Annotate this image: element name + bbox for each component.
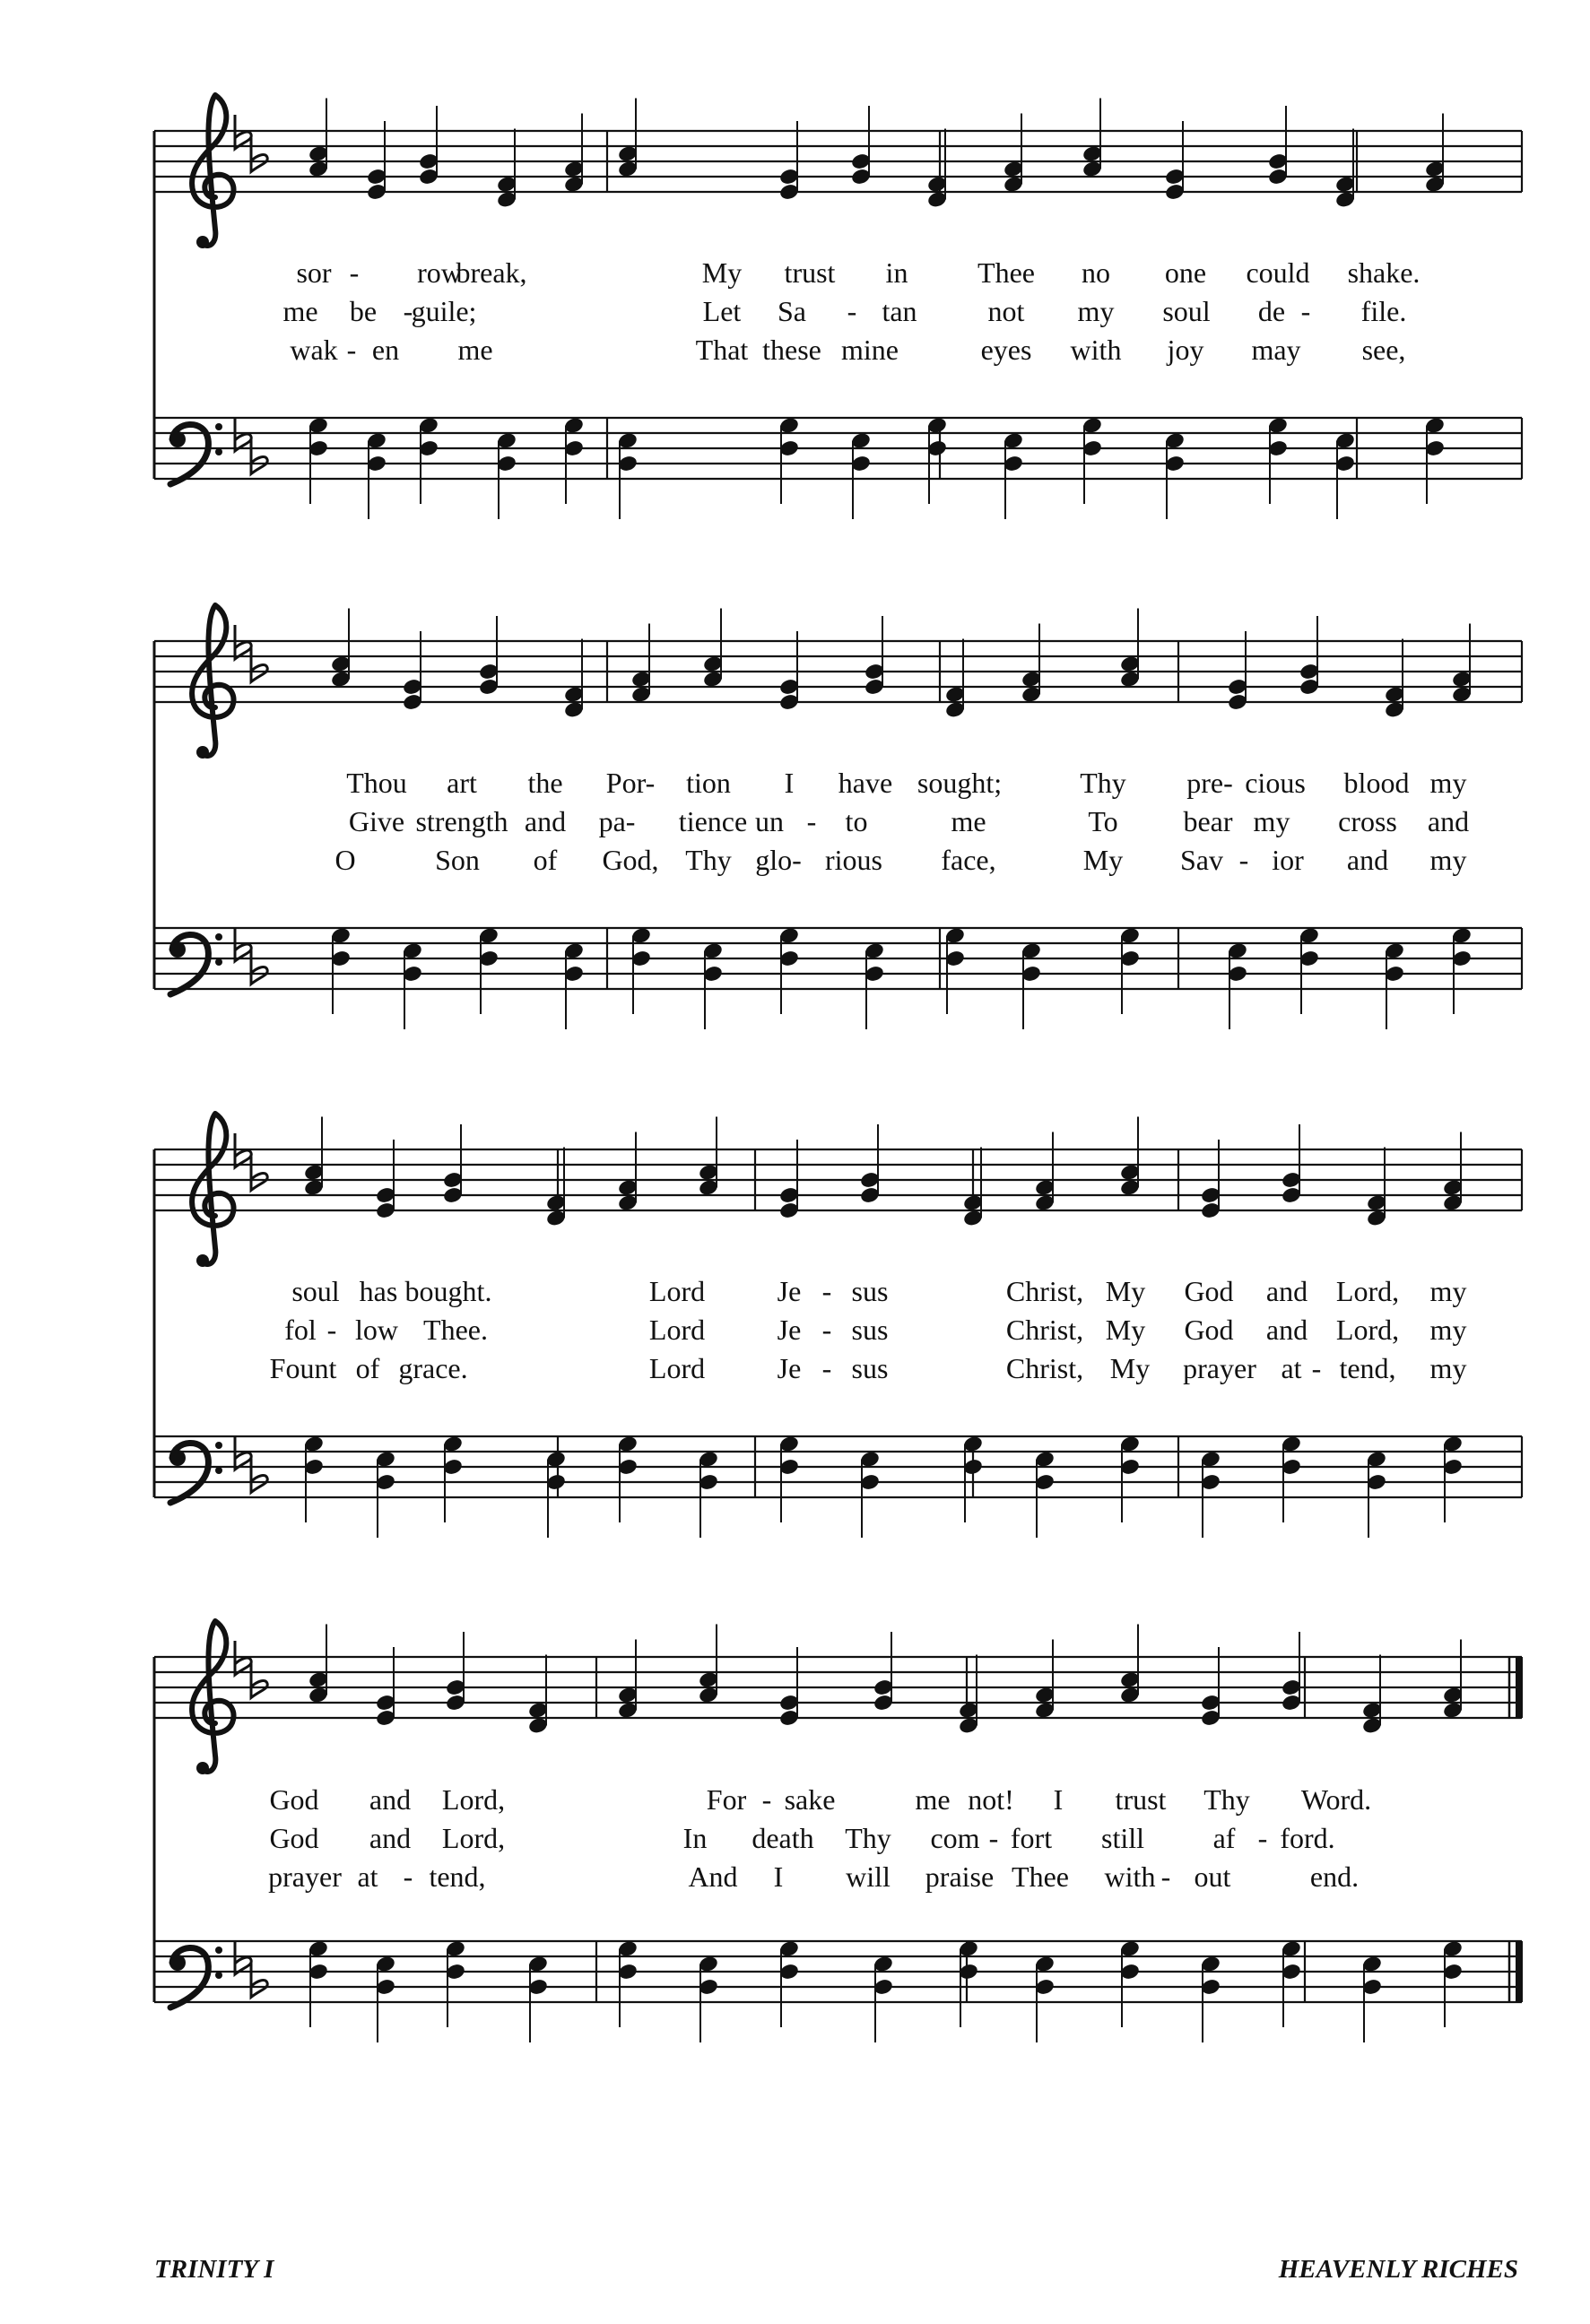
lyric-syllable: no [1082, 256, 1110, 289]
lyric-syllable: and [1265, 1275, 1308, 1307]
lyric-syllable: Sa [778, 295, 806, 327]
lyric-syllable: God [1184, 1314, 1234, 1346]
lyric-syllable: sus [851, 1314, 889, 1346]
lyric-syllable: may [1251, 334, 1301, 366]
lyric-syllable: Give [348, 805, 405, 837]
lyric-syllable: out [1194, 1860, 1231, 1893]
lyric-syllable: My [1082, 844, 1124, 876]
lyric-syllable: My [1105, 1275, 1146, 1307]
lyric-syllable: with [1070, 334, 1122, 366]
lyric-syllable: trust [784, 256, 836, 289]
lyric-syllable: could [1246, 256, 1310, 289]
lyric-syllable: to [845, 805, 868, 837]
lyric-syllable: Christ, [1005, 1352, 1084, 1384]
lyric-syllable: sake [784, 1783, 836, 1816]
lyric-syllable: - [346, 334, 357, 366]
lyric-syllable: sus [851, 1275, 889, 1307]
lyric-syllable: - [821, 1314, 832, 1346]
lyric-syllable: strength [415, 805, 508, 837]
lyric-syllable: en [371, 334, 400, 366]
lyric-syllable: Thy [845, 1822, 891, 1854]
lyric-syllable: praise [925, 1860, 995, 1893]
lyric-syllable: Je [777, 1275, 802, 1307]
footer-tune-name: HEAVENLY RICHES [1278, 2255, 1518, 2284]
lyric-syllable: I [1053, 1783, 1064, 1816]
lyric-syllable: God [269, 1783, 319, 1816]
flat-icon [251, 648, 267, 682]
lyric-syllable: my [1429, 1352, 1467, 1384]
lyric-syllable: me [282, 295, 318, 327]
lyric-syllable: Word. [1300, 1783, 1372, 1816]
lyric-syllable: Christ, [1005, 1314, 1084, 1346]
lyric-syllable: pre- [1186, 767, 1233, 799]
lyric-syllable: Je [777, 1352, 802, 1384]
lyric-syllable: Lord, [441, 1783, 506, 1816]
lyric-syllable: un [755, 805, 784, 837]
lyric-syllable: tan [882, 295, 917, 327]
lyric-syllable: For [706, 1783, 747, 1816]
lyric-syllable: To [1088, 805, 1118, 837]
lyric-syllable: - [1160, 1860, 1171, 1893]
lyric-syllable: one [1164, 256, 1207, 289]
lyric-syllable: tience [678, 805, 748, 837]
lyric-syllable: Je [777, 1314, 802, 1346]
lyric-syllable: God [269, 1822, 319, 1854]
lyric-syllable: and [1427, 805, 1470, 837]
lyric-syllable: Christ, [1005, 1275, 1084, 1307]
lyric-syllable: has [359, 1275, 398, 1307]
lyric-syllable: guile; [411, 295, 477, 327]
lyric-syllable: break, [456, 256, 527, 289]
lyric-syllable: my [1253, 805, 1290, 837]
lyric-syllable: Thee. [423, 1314, 488, 1346]
flat-icon [251, 440, 267, 474]
lyric-syllable: Thou [346, 767, 407, 799]
lyric-syllable: tion [686, 767, 731, 799]
lyric-syllable: Lord, [441, 1822, 506, 1854]
lyric-syllable: see, [1361, 334, 1406, 366]
lyric-syllable: sought; [917, 767, 1003, 799]
lyric-syllable: Sav [1180, 844, 1223, 876]
treble-clef-icon [192, 1114, 233, 1267]
flat-icon [251, 950, 267, 984]
lyric-syllable: - [761, 1783, 772, 1816]
lyric-syllable: of [533, 844, 558, 876]
lyric-syllable: glo- [755, 844, 802, 876]
lyric-syllable: these [762, 334, 821, 366]
lyric-syllable: My [1109, 1352, 1151, 1384]
lyric-syllable: tend, [429, 1860, 486, 1893]
lyric-syllable: Lord [648, 1275, 706, 1307]
lyric-syllable: and [369, 1822, 412, 1854]
lyric-syllable: grace. [398, 1352, 468, 1384]
lyric-syllable: - [1257, 1822, 1268, 1854]
lyric-syllable: ford. [1280, 1822, 1335, 1854]
lyric-syllable: - [403, 295, 413, 327]
lyric-syllable: - [1311, 1352, 1322, 1384]
lyric-syllable: Lord [648, 1352, 706, 1384]
lyric-syllable: wak [290, 334, 338, 366]
lyric-syllable: Thy [1080, 767, 1126, 799]
lyric-syllable: will [846, 1860, 891, 1893]
lyric-syllable: still [1100, 1822, 1145, 1854]
lyric-syllable: trust [1115, 1783, 1167, 1816]
lyric-syllable: Thee [1012, 1860, 1069, 1893]
lyric-syllable: bear [1183, 805, 1233, 837]
flat-icon [251, 1459, 267, 1493]
lyric-syllable: O [335, 844, 356, 876]
lyric-syllable: cious [1245, 767, 1306, 799]
lyric-syllable: ior [1272, 844, 1304, 876]
lyric-syllable: de [1257, 295, 1286, 327]
lyric-syllable: file. [1360, 295, 1407, 327]
lyric-syllable: - [349, 256, 360, 289]
lyric-syllable: art [447, 767, 477, 799]
lyric-syllable: - [326, 1314, 337, 1346]
lyric-syllable: Thee [977, 256, 1035, 289]
lyric-syllable: Let [702, 295, 742, 327]
lyric-syllable: - [821, 1352, 832, 1384]
lyric-syllable: my [1429, 844, 1467, 876]
flat-icon [251, 1157, 267, 1191]
lyric-syllable: com [930, 1822, 980, 1854]
lyric-syllable: not [987, 295, 1025, 327]
lyric-syllable: my [1429, 1314, 1467, 1346]
final-barline-thick [1516, 1657, 1523, 1718]
lyric-syllable: of [355, 1352, 380, 1384]
lyric-syllable: low [355, 1314, 398, 1346]
lyric-syllable: Por- [605, 767, 656, 799]
lyric-syllable: Son [435, 844, 480, 876]
lyric-syllable: be [349, 295, 378, 327]
lyric-syllable: Thy [685, 844, 732, 876]
lyric-syllable: My [701, 256, 743, 289]
treble-clef-icon [192, 1621, 233, 1774]
footer-season: TRINITY I [154, 2255, 274, 2284]
lyric-syllable: and [1265, 1314, 1308, 1346]
lyric-syllable: Fount [269, 1352, 337, 1384]
lyric-syllable: Lord, [1335, 1275, 1400, 1307]
lyric-syllable: face, [941, 844, 996, 876]
lyric-syllable: blood [1343, 767, 1410, 799]
lyric-syllable: - [1238, 844, 1249, 876]
lyric-syllable: af [1212, 1822, 1236, 1854]
lyric-syllable: eyes [980, 334, 1032, 366]
lyric-syllable: sor [296, 256, 332, 289]
flat-icon [251, 1664, 267, 1698]
lyric-syllable: In [682, 1822, 708, 1854]
lyric-syllable: me [457, 334, 493, 366]
lyric-syllable: and [524, 805, 567, 837]
lyric-syllable: My [1105, 1314, 1146, 1346]
lyric-syllable: Lord, [1335, 1314, 1400, 1346]
lyric-syllable: with [1104, 1860, 1156, 1893]
lyric-syllable: fol [284, 1314, 317, 1346]
treble-clef-icon [192, 605, 233, 759]
flat-icon [251, 138, 267, 172]
lyric-syllable: tend, [1339, 1352, 1396, 1384]
lyric-syllable: sus [851, 1352, 889, 1384]
lyric-syllable: - [1300, 295, 1311, 327]
lyric-syllable: have [838, 767, 893, 799]
lyric-syllable: bought. [404, 1275, 492, 1307]
lyric-syllable: and [369, 1783, 412, 1816]
lyric-syllable: at [357, 1860, 378, 1893]
lyric-syllable: row [417, 256, 462, 289]
lyric-syllable: I [784, 767, 795, 799]
lyric-syllable: I [773, 1860, 784, 1893]
lyric-syllable: - [403, 1860, 413, 1893]
lyric-syllable: my [1429, 767, 1467, 799]
lyric-syllable: mine [841, 334, 899, 366]
lyric-syllable: pa- [598, 805, 636, 837]
lyric-syllable: me [915, 1783, 951, 1816]
lyric-syllable: - [821, 1275, 832, 1307]
lyric-syllable: my [1429, 1275, 1467, 1307]
lyric-syllable: soul [1162, 295, 1211, 327]
lyric-syllable: and [1346, 844, 1389, 876]
lyric-syllable: And [688, 1860, 738, 1893]
lyric-syllable: cross [1338, 805, 1397, 837]
lyric-syllable: my [1077, 295, 1115, 327]
treble-clef-icon [192, 95, 233, 248]
lyric-syllable: God [1184, 1275, 1234, 1307]
lyric-syllable: prayer [1183, 1352, 1256, 1384]
lyric-syllable: in [885, 256, 908, 289]
lyric-syllable: soul [291, 1275, 340, 1307]
lyric-syllable: prayer [268, 1860, 342, 1893]
lyric-syllable: end. [1309, 1860, 1360, 1893]
lyric-syllable: - [988, 1822, 999, 1854]
lyric-syllable: Thy [1203, 1783, 1250, 1816]
lyric-syllable: joy [1167, 334, 1204, 366]
lyric-syllable: fort [1010, 1822, 1053, 1854]
lyric-syllable: at [1281, 1352, 1302, 1384]
lyric-syllable: death [752, 1822, 814, 1854]
lyric-syllable: That [695, 334, 749, 366]
flat-icon [251, 1964, 267, 1998]
lyric-syllable: God, [602, 844, 659, 876]
lyric-syllable: Lord [648, 1314, 706, 1346]
lyric-syllable: rious [825, 844, 882, 876]
lyric-syllable: - [847, 295, 857, 327]
lyric-syllable: not! [968, 1783, 1014, 1816]
lyric-syllable: the [527, 767, 563, 799]
lyric-syllable: me [951, 805, 986, 837]
final-barline-thick [1516, 1941, 1523, 2002]
lyric-syllable: - [806, 805, 817, 837]
lyric-syllable: shake. [1347, 256, 1421, 289]
